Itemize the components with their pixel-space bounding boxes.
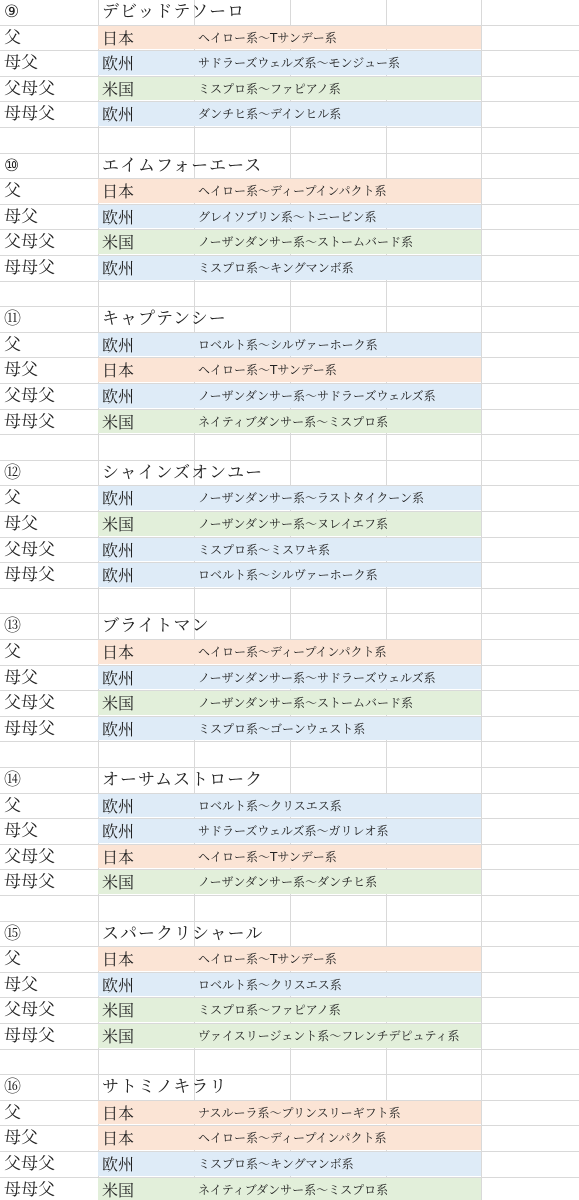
relation-label: 父母父	[4, 1154, 55, 1174]
pedigree-row[interactable]	[0, 1101, 579, 1127]
sire-line-cell: ノーザンダンサー系〜サドラーズウェルズ系	[198, 389, 436, 403]
relation-label: 母母父	[4, 258, 55, 278]
sire-line-cell: ヘイロー系〜Tサンデー系	[198, 30, 337, 45]
horse-header-row[interactable]	[0, 154, 579, 180]
pedigree-row[interactable]	[0, 845, 579, 871]
sire-line-cell: ロベルト系〜クリスエス系	[198, 977, 342, 992]
relation-label: 母母父	[4, 104, 55, 125]
sire-line-cell: ノーザンダンサー系〜ストームバード系	[198, 235, 414, 250]
relation-label: 父母父	[4, 78, 55, 99]
pedigree-row[interactable]	[0, 358, 579, 384]
region-cell: 米国	[102, 873, 135, 893]
horse-header-row[interactable]	[0, 0, 579, 26]
region-cell: 米国	[102, 1180, 135, 1200]
relation-label: 父	[4, 1102, 21, 1123]
region-cell: 欧州	[102, 387, 135, 406]
relation-label: 父	[4, 27, 21, 48]
relation-label: 父	[4, 642, 21, 662]
sire-line-cell: ミスプロ系〜ゴーンウェスト系	[198, 721, 366, 736]
horse-number: ⑭	[4, 770, 21, 790]
blank-row[interactable]	[0, 742, 579, 768]
horse-name: オーサムストローク	[102, 770, 264, 790]
sire-line-cell: サドラーズウェルズ系〜モンジュー系	[198, 56, 401, 71]
pedigree-row[interactable]	[0, 230, 579, 256]
region-cell: 米国	[102, 79, 135, 99]
pedigree-row[interactable]	[0, 538, 579, 564]
sire-line-cell: ミスプロ系〜キングマンボ系	[198, 1157, 354, 1171]
sire-line-cell: ノーザンダンサー系〜ストームバード系	[198, 696, 414, 711]
region-cell: 日本	[102, 28, 135, 48]
pedigree-row[interactable]	[0, 973, 579, 999]
region-cell: 欧州	[102, 668, 135, 688]
region-cell: 日本	[102, 1129, 135, 1149]
horse-header-row[interactable]	[0, 1075, 579, 1101]
relation-label: 母母父	[4, 1026, 55, 1046]
pedigree-row[interactable]	[0, 819, 579, 845]
sire-line-cell: ナスルーラ系〜プリンスリーギフト系	[198, 1105, 401, 1120]
pedigree-row[interactable]	[0, 410, 579, 436]
relation-label: 父母父	[4, 1000, 55, 1021]
relation-label: 母父	[4, 206, 38, 227]
blank-row[interactable]	[0, 589, 579, 615]
region-cell: 欧州	[102, 489, 135, 509]
sire-line-cell: サドラーズウェルズ系〜ガリレオ系	[198, 824, 389, 839]
sire-line-cell: ノーザンダンサー系〜ダンチヒ系	[198, 875, 378, 890]
pedigree-row[interactable]	[0, 691, 579, 717]
relation-label: 母父	[4, 821, 38, 842]
horse-name: サトミノキラリ	[102, 1077, 228, 1098]
pedigree-row[interactable]	[0, 256, 579, 282]
sire-line-cell: ネイティブダンサー系〜ミスプロ系	[198, 1182, 389, 1197]
region-cell: 米国	[102, 233, 135, 253]
sire-line-cell: ノーザンダンサー系〜サドラーズウェルズ系	[198, 670, 436, 685]
blank-row[interactable]	[0, 282, 579, 308]
horse-name: シャインズオンユー	[102, 462, 264, 483]
sire-line-cell: ネイティブダンサー系〜ミスプロ系	[198, 414, 389, 429]
pedigree-row[interactable]	[0, 717, 579, 743]
relation-label: 父	[4, 181, 21, 202]
relation-label: 母父	[4, 514, 38, 534]
sire-line-cell: ミスプロ系〜ミスワキ系	[198, 542, 331, 557]
pedigree-row[interactable]	[0, 947, 579, 973]
relation-label: 父	[4, 949, 21, 970]
relation-label: 母父	[4, 974, 38, 995]
sire-line-cell: ミスプロ系〜ファピアノ系	[198, 1003, 341, 1018]
horse-name: スパークリシャール	[102, 923, 264, 944]
pedigree-row[interactable]	[0, 384, 579, 410]
region-cell: 米国	[102, 515, 135, 534]
region-cell: 米国	[102, 412, 135, 432]
sire-line-cell: ダンチヒ系〜デインヒル系	[198, 107, 342, 122]
relation-label: 父	[4, 334, 21, 355]
relation-label: 母父	[4, 667, 38, 688]
horse-number: ⑪	[4, 309, 21, 330]
sire-line-cell: ヘイロー系〜Tサンデー系	[198, 849, 337, 864]
blank-row[interactable]	[0, 128, 579, 154]
region-cell: 米国	[102, 694, 135, 714]
relation-label: 母母父	[4, 718, 55, 739]
horse-number: ⑯	[4, 1077, 21, 1098]
sire-line-cell: ヴァイスリージェント系〜フレンチデピュティ系	[198, 1029, 460, 1043]
horse-number: ⑩	[4, 155, 20, 176]
pedigree-row[interactable]	[0, 794, 579, 820]
horse-name: エイムフォーエース	[102, 155, 263, 176]
sire-line-cell: ロベルト系〜シルヴァーホーク系	[198, 337, 378, 352]
pedigree-row[interactable]	[0, 1024, 579, 1050]
pedigree-row[interactable]	[0, 333, 579, 359]
pedigree-row[interactable]	[0, 1178, 579, 1200]
pedigree-row[interactable]	[0, 179, 579, 205]
sire-line-cell: ヘイロー系〜ディープインパクト系	[198, 1131, 387, 1146]
horse-header-row[interactable]	[0, 461, 579, 487]
relation-label: 母母父	[4, 411, 55, 432]
sire-line-cell: ロベルト系〜シルヴァーホーク系	[198, 568, 378, 583]
relation-label: 母母父	[4, 565, 55, 586]
pedigree-row[interactable]	[0, 563, 579, 589]
sire-line-cell: ノーザンダンサー系〜ラストタイクーン系	[198, 491, 424, 506]
region-cell: 日本	[102, 1103, 135, 1123]
pedigree-row[interactable]	[0, 640, 579, 666]
horse-header-row[interactable]	[0, 768, 579, 794]
relation-label: 父母父	[4, 693, 55, 714]
pedigree-row[interactable]	[0, 666, 579, 692]
sire-line-cell: グレイソブリン系〜トニービン系	[198, 209, 377, 224]
pedigree-row[interactable]	[0, 998, 579, 1024]
region-cell: 米国	[102, 1027, 135, 1046]
pedigree-row[interactable]	[0, 205, 579, 231]
relation-label: 父母父	[4, 846, 55, 867]
horse-number: ⑬	[4, 616, 21, 637]
horse-header-row[interactable]	[0, 307, 579, 333]
region-cell: 欧州	[102, 207, 135, 227]
blank-row[interactable]	[0, 1050, 579, 1076]
region-cell: 欧州	[102, 566, 135, 586]
region-cell: 日本	[102, 950, 135, 970]
horse-name: ブライトマン	[102, 616, 210, 637]
blank-row[interactable]	[0, 896, 579, 922]
pedigree-row[interactable]	[0, 26, 579, 52]
region-cell: 欧州	[102, 335, 135, 355]
sire-line-cell: ヘイロー系〜ディープインパクト系	[198, 184, 387, 199]
region-cell: 日本	[102, 361, 135, 381]
relation-label: 父母父	[4, 232, 55, 253]
sire-line-cell: ロベルト系〜クリスエス系	[198, 798, 342, 813]
sire-line-cell: ヘイロー系〜Tサンデー系	[198, 952, 337, 967]
pedigree-row[interactable]	[0, 1152, 579, 1178]
relation-label: 父	[4, 488, 21, 509]
pedigree-row[interactable]	[0, 77, 579, 103]
horse-name: デビッドテソーロ	[102, 2, 246, 22]
region-cell: 欧州	[102, 1155, 135, 1174]
horse-number: ⑫	[4, 462, 21, 483]
pedigree-row[interactable]	[0, 102, 579, 128]
sire-line-cell: ノーザンダンサー系〜ヌレイエフ系	[198, 517, 388, 531]
region-cell: 日本	[102, 643, 135, 662]
sire-line-cell: ミスプロ系〜キングマンボ系	[198, 261, 354, 275]
region-cell: 欧州	[102, 975, 135, 995]
region-cell: 欧州	[102, 796, 135, 816]
horse-number: ⑮	[4, 923, 21, 944]
horse-number: ⑨	[4, 2, 20, 22]
relation-label: 母父	[4, 53, 38, 74]
sire-line-cell: ミスプロ系〜ファピアノ系	[198, 81, 341, 96]
pedigree-row[interactable]	[0, 1126, 579, 1152]
horse-name: キャプテンシー	[102, 309, 227, 330]
pedigree-row[interactable]	[0, 486, 579, 512]
relation-label: 父母父	[4, 539, 55, 560]
relation-label: 父母父	[4, 386, 55, 406]
region-cell: 欧州	[102, 105, 135, 125]
region-cell: 米国	[102, 1001, 135, 1021]
region-cell: 欧州	[102, 719, 135, 739]
horse-header-row[interactable]	[0, 614, 579, 640]
sire-line-cell: ヘイロー系〜ディープインパクト系	[198, 645, 387, 659]
region-cell: 欧州	[102, 822, 135, 842]
pedigree-row[interactable]	[0, 512, 579, 538]
pedigree-row[interactable]	[0, 870, 579, 896]
relation-label: 母父	[4, 1128, 38, 1149]
horse-header-row[interactable]	[0, 922, 579, 948]
pedigree-row[interactable]	[0, 51, 579, 77]
region-cell: 日本	[102, 847, 135, 867]
region-cell: 欧州	[102, 54, 135, 74]
relation-label: 母母父	[4, 872, 55, 893]
region-cell: 欧州	[102, 259, 135, 278]
relation-label: 母父	[4, 360, 38, 381]
relation-label: 母母父	[4, 1179, 55, 1200]
sire-line-cell: ヘイロー系〜Tサンデー系	[198, 363, 337, 378]
region-cell: 欧州	[102, 540, 135, 560]
blank-row[interactable]	[0, 435, 579, 461]
region-cell: 日本	[102, 182, 135, 202]
relation-label: 父	[4, 795, 21, 816]
